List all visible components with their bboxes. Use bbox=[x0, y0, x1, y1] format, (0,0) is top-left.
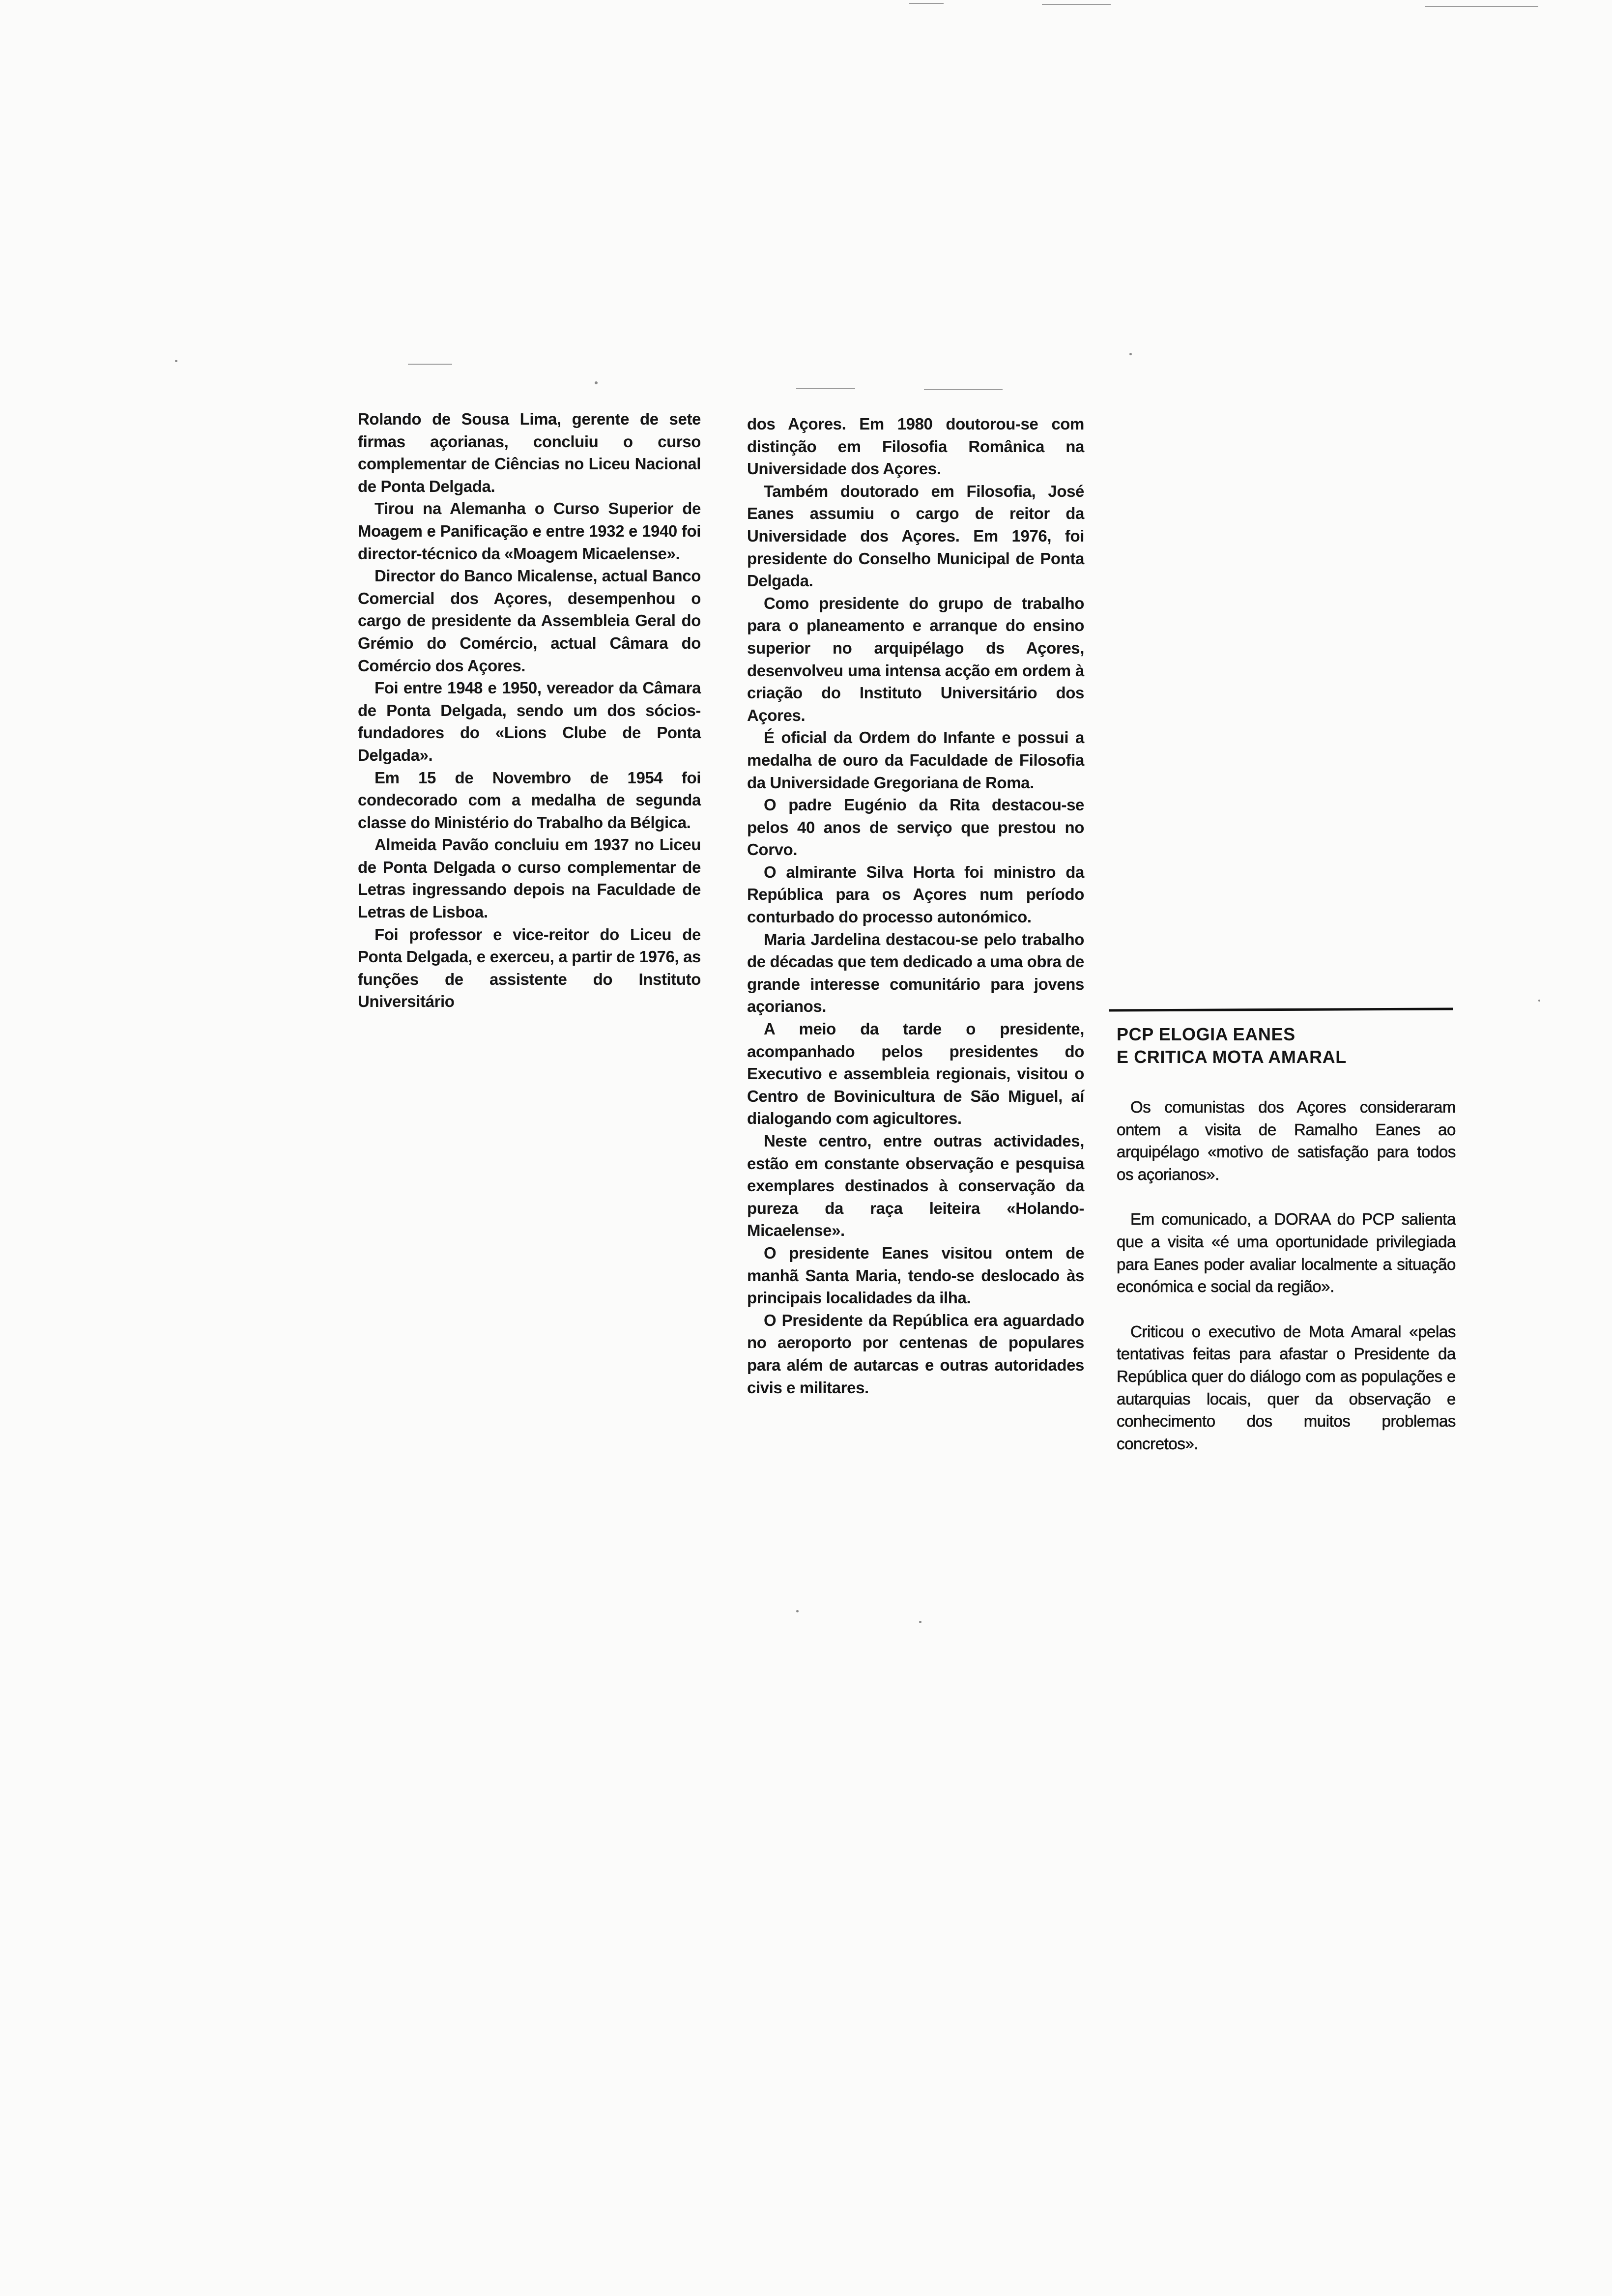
paragraph: Os comunistas dos Açores consideraram ontem a visita de Ramalho Eanes ao arquipélago «motivo de satisfação para todos os açorianos». bbox=[1117, 1098, 1456, 1183]
scan-mark bbox=[909, 3, 944, 4]
scan-speck bbox=[796, 1610, 799, 1612]
section-rule bbox=[1109, 1007, 1453, 1011]
paragraph: O padre Eugénio da Rita destacou-se pelos 40 anos de serviço que prestou no Corvo. bbox=[747, 796, 1084, 859]
paragraph: Em comunicado, a DORAA do PCP salienta que a visita «é uma oportunidade privilegiada para Eanes poder avaliar localmente a situação económica e social da região». bbox=[1117, 1210, 1456, 1296]
scan-mark bbox=[796, 388, 855, 389]
scan-speck bbox=[1129, 353, 1132, 355]
scan-mark bbox=[924, 389, 1003, 390]
paragraph: O almirante Silva Horta foi ministro da República para os Açores num período conturbado do processo autonómico. bbox=[747, 862, 1084, 926]
paragraph: Neste centro, entre outras actividades, estão em constante observação e pesquisa exemplares destinados à conservação da pureza da raça leiteira «Holando-Micaelense». bbox=[747, 1132, 1084, 1240]
scan-mark bbox=[1042, 4, 1111, 5]
paragraph: Foi professor e vice-reitor do Liceu de Ponta Delgada, e exerceu, a partir de 1976, as funções de assistente do Instituto Universitário bbox=[358, 925, 701, 1011]
paragraph: A meio da tarde o presidente, acompanhado pelos presidentes do Executivo e assembleia regionais, visitou o Centro de Bovinicultura de São Miguel, aí dialogando com agicultores. bbox=[747, 1020, 1084, 1128]
scan-speck bbox=[595, 381, 598, 384]
scan-mark bbox=[1425, 6, 1538, 7]
paragraph: Também doutorado em Filosofia, José Eanes assumiu o cargo de reitor da Universidade dos Açores. Em 1976, foi presidente do Conselho Municipal de Ponta Delgada. bbox=[747, 482, 1084, 590]
paragraph: dos Açores. Em 1980 doutorou-se com distinção em Filosofia Românica na Universidade dos Açores. bbox=[747, 415, 1084, 478]
paragraph: O Presidente da República era aguardado no aeroporto por centenas de populares para além de autarcas e outras autoridades civis e militares. bbox=[747, 1311, 1084, 1397]
scan-mark bbox=[408, 364, 452, 365]
heading-line: PCP ELOGIA EANES bbox=[1117, 1024, 1295, 1044]
paragraph: Tirou na Alemanha o Curso Superior de Moagem e Panificação e entre 1932 e 1940 foi director-técnico da «Moagem Micaelense». bbox=[358, 499, 701, 563]
paragraph: Rolando de Sousa Lima, gerente de sete firmas açorianas, concluiu o curso complementar de Ciências no Liceu Nacional de Ponta Delgada. bbox=[358, 410, 701, 495]
paragraph: Director do Banco Micalense, actual Banco Comercial dos Açores, desempenhou o cargo de presidente da Assembleia Geral do Grémio do Comércio, actual Câmara do Comércio dos Açores. bbox=[358, 567, 701, 675]
paragraph: Criticou o executivo de Mota Amaral «pelas tentativas feitas para afastar o Presidente da República quer do diálogo com as populações e autarquias locais, quer da observação e conhecimento dos muitos problemas concretos». bbox=[1117, 1322, 1456, 1453]
scan-speck bbox=[1538, 1000, 1540, 1002]
paragraph: Maria Jardelina destacou-se pelo trabalho de décadas que tem dedicado a uma obra de grande interesse comunitário para jovens açorianos. bbox=[747, 930, 1084, 1016]
heading-line: E CRITICA MOTA AMARAL bbox=[1117, 1047, 1347, 1067]
article-column-2 bbox=[747, 413, 1084, 1399]
paragraph: Como presidente do grupo de trabalho para o planeamento e arranque do ensino superior no arquipélago ds Açores, desenvolveu uma intensa acção em ordem à criação do Instituto Universitário dos Açores. bbox=[747, 594, 1084, 724]
paragraph: Almeida Pavão concluiu em 1937 no Liceu de Ponta Delgada o curso complementar de Letras ingressando depois na Faculdade de Letras de Lisboa. bbox=[358, 835, 701, 921]
article-column-1 bbox=[358, 408, 701, 1013]
paragraph: Em 15 de Novembro de 1954 foi condecorado com a medalha de segunda classe do Ministério do Trabalho da Bélgica. bbox=[358, 768, 701, 832]
article-heading bbox=[1117, 1023, 1456, 1068]
scan-speck bbox=[175, 360, 177, 362]
paragraph: Foi entre 1948 e 1950, vereador da Câmara de Ponta Delgada, sendo um dos sócios-fundadores do «Lions Clube de Ponta Delgada». bbox=[358, 679, 701, 764]
sidebar-article bbox=[1117, 1023, 1456, 1477]
paragraph: É oficial da Ordem do Infante e possui a medalha de ouro da Faculdade de Filosofia da Universidade Gregoriana de Roma. bbox=[747, 728, 1084, 792]
scan-speck bbox=[919, 1621, 921, 1623]
paragraph: O presidente Eanes visitou ontem de manhã Santa Maria, tendo-se deslocado às principais localidades da ilha. bbox=[747, 1243, 1084, 1307]
